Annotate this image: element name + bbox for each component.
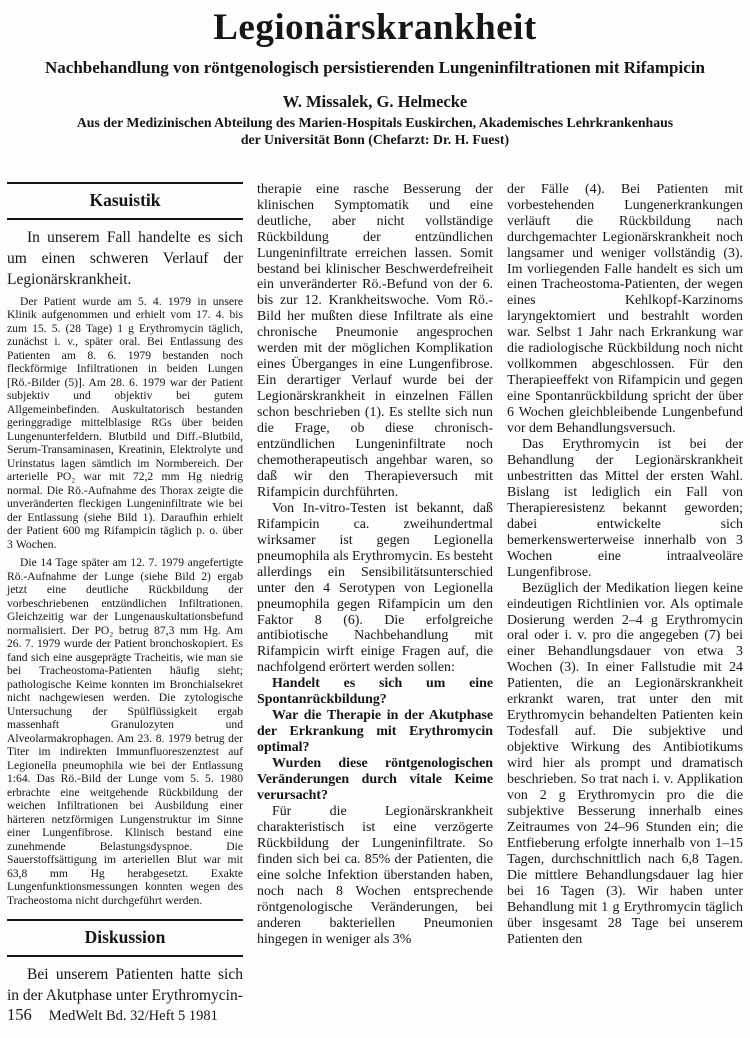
- case-report-paragraph-2: Die 14 Tage später am 12. 7. 1979 angefertigte Rö.-Aufnahme der Lunge (siehe Bild 2) ergab jetzt eine deutliche Rückbildung der vorbeschriebenen entzündlichen Infiltrationen. Gleichzeitig war der Lungenauskultationsbefund normalisiert. Der PO₂ betrug 87,3 mm Hg. Am 26. 7. 1979 wurde der Patient bronchoskopiert. Es fand sich eine ausgeprägte Tracheitis, wie man sie bei Tracheostoma-Patienten häufig sieht; pathologische Keime konnten im Bronchialsekret nicht nachgewiesen werden. Die zytologische Untersuchung der Spülflüssigkeit ergab massenhaft Granulozyten und Alveolarmakrophagen. Am 23. 8. 1979 betrug der Titer im indirekten Immunfluoreszenztest auf Legionella pneumophila wie bei der Entlassung 1:64. Das Rö.-Bild der Lunge vom 5. 5. 1980 erbrachte eine weitgehende Rückbildung der weichen Infiltrationen bei Ausbildung einer härteren netzförmigen Lungenstruktur im Sinne einer Lungenfibrose. Klinisch bestand eine zunehmende Belastungsdyspnoe. Die Sauerstoffsättigung im arteriellen Blut war mit 63,8 mm Hg herabgesetzt. Exakte Lungenfunktionsmessungen konnten wegen des Tracheostoma nicht durchgeführt werden.: [7, 556, 243, 907]
- journal-info: MedWelt Bd. 32/Heft 5 1981: [48, 1008, 218, 1024]
- affiliation-line-2: der Universität Bonn (Chefarzt: Dr. H. Fuest): [240, 131, 510, 147]
- article-affiliation: [7, 115, 743, 148]
- diskussion-paragraph-1: therapie eine rasche Besserung der klinischen Symptomatik und eine deutliche, aber nicht vollständige Rückbildung der entzündlichen Lungeninfiltrate erreichen lassen. Somit bestand bei klinischer Beschwerdefreiheit ein unveränderter Rö.-Befund von der 6. bis zur 12. Krankheitswoche. Vom Rö.-Bild her mußten diese Infiltrate als eine chronische Pneumonie angesprochen werden mit der möglichen Komplikation eines Überganges in eine Lungenfibrose. Ein derartiger Verlauf wurde bei der Legionärskrankheit in einzelnen Fällen schon beschrieben (1). Es stellte sich nun die Frage, ob diese chronisch-entzündlichen Lungeninfiltrate noch chemotherapeutisch angehbar waren, so daß wir den Therapieversuch mit Rifampicin durchführten.: [257, 181, 493, 500]
- article-title: Legionärskrankheit: [213, 7, 537, 48]
- case-report-paragraph-1: Der Patient wurde am 5. 4. 1979 in unsere Klinik aufgenommen und erhielt vom 17. 4. bis zum 15. 5. (28 Tage) 1 g Erythromycin täglich, zunächst i. v., später oral. Bei Entlassung des Patienten am 8. 6. 1979 bestanden noch fleckförmige Infiltrationen in beiden Lungen [Rö.-Bilder (5)]. Am 28. 6. 1979 war der Patient subjektiv und objektiv bei gutem Allgemeinbefinden. Auskultatorisch bestanden geringgradige mittelblasige RGs über beiden Lungenunterfeldern. Blutbild und Diff.-Blutbild, Serum-Transaminasen, Kreatinin, Elektrolyte und Urinstatus lagen sämtlich im Normbereich. Der arterielle PO₂ war mit 72,2 mm Hg niedrig normal. Die Rö.-Aufnahme des Thorax zeigte die unveränderten fleckigen Lungeninfiltrate wie bei der Entlassung (siehe Bild 1). Daraufhin erhielt der Patient 600 mg Rifampicin täglich p. o. über 3 Wochen.: [7, 294, 243, 551]
- column-3: [507, 182, 743, 948]
- diskussion-question-1: Handelt es sich um eine Spontanrückbildung?: [257, 676, 493, 708]
- section-heading-diskussion: Diskussion: [7, 919, 243, 957]
- page-number: 156: [7, 1005, 32, 1024]
- diskussion-paragraph-4: der Fälle (4). Bei Patienten mit vorbestehenden Lungenerkrankungen verläuft die Rückbildung nach durchgemachter Legionärskrankheit noch langsamer und weniger vollständig (3). Im vorliegenden Falle handelt es sich um einen Tracheostoma-Patienten, der wegen eines Kehlkopf-Karzinoms laryngektomiert und bestrahlt worden war. Selbst 1 Jahr nach Erkrankung war die radiologische Rückbildung noch nicht vollkommen abgeschlossen. Für den Therapieeffekt von Rifampicin und gegen eine Spontanrückbildung spricht der über 6 Wochen gleichbleibende Lungenbefund vor dem Behandlungsversuch.: [507, 181, 743, 437]
- affiliation-line-1: Aus der Medizinischen Abteilung des Marien-Hospitals Euskirchen, Akademisches Lehrkrankenhaus: [76, 115, 674, 131]
- diskussion-question-2: War die Therapie in der Akutphase der Erkrankung mit Erythromycin optimal?: [257, 708, 493, 756]
- column-2: [257, 182, 493, 948]
- kasuistik-intro-paragraph: In unserem Fall handelte es sich um einen schweren Verlauf der Legionärskrankheit.: [7, 228, 243, 288]
- article-authors: W. Missalek, G. Helmecke: [282, 92, 468, 112]
- diskussion-question-3: Wurden diese röntgenologischen Veränderungen durch vitale Keime verursacht?: [257, 756, 493, 803]
- diskussion-paragraph-2: Von In-vitro-Testen ist bekannt, daß Rifampicin ca. zweihundertmal wirksamer ist gegen Legionella pneumophila als Erythromycin. Es besteht allerdings ein Sensibilitätsunterschied unter den 4 Serotypen von Legionella pneumophila gegen Rifampicin um den Faktor 8 (6). Die erfolgreiche antibiotische Nachbehandlung mit Rifampicin wirft einige Fragen auf, die nachfolgend erörtert werden sollen:: [257, 500, 493, 676]
- text-columns: [7, 182, 743, 1007]
- column-1: [7, 182, 243, 1007]
- diskussion-paragraph-5: Das Erythromycin ist bei der Behandlung der Legionärskrankheit unbestritten das Mittel der ersten Wahl. Bislang ist lediglich ein Fall von Therapieresistenz bekannt geworden; dabei entwickelte sich bemerkenswerterweise innerhalb von 3 Wochen eine intraalveoläre Lungenfibrose.: [507, 437, 743, 580]
- section-heading-kasuistik: Kasuistik: [7, 182, 243, 220]
- diskussion-start-paragraph: Bei unserem Patienten hatte sich in der Akutphase unter Erythromycin-: [7, 966, 243, 1005]
- article-header: [7, 8, 743, 148]
- article-subtitle: Nachbehandlung von röntgenologisch persistierenden Lungeninfiltrationen mit Rifampicin: [45, 57, 705, 77]
- diskussion-paragraph-3: Für die Legionärskrankheit charakteristisch ist eine verzögerte Rückbildung der Lungeninfiltrate. So finden sich bei ca. 85% der Patienten, die eine solche Infektion überstanden haben, noch nach 8 Wochen entsprechende röntgenologische Veränderungen, bei anderen bakteriellen Pneumonien hingegen in weniger als 3%: [257, 803, 493, 947]
- page-footer: [7, 1005, 218, 1025]
- diskussion-paragraph-6: Bezüglich der Medikation liegen keine eindeutigen Richtlinien vor. Als optimale Dosierung werden 2–4 g Erythromycin oral oder i. v. pro die angegeben (7) bei einer Behandlungsdauer von etwa 3 Wochen (3). In einer Fallstudie mit 24 Patienten, die an Legionärskrankheit erkrankt waren, trat unter den mit Erythromycin behandelten Patienten kein Todesfall auf. Die subjektive und objektive Wirkung des Antibiotikums wird hier als prompt und dramatisch beschrieben. So trat nach i. v. Applikation von 2 g Erythromycin pro die die subjektive Besserung innerhalb eines Zeitraumes von 24–96 Stunden ein; die Entfieberung erfolgte innerhalb von 1–15 Tagen, durchschnittlich nach 6,8 Tagen. Die mittlere Behandlungsdauer lag hier bei 16 Tagen (3). Wir haben unter Behandlung mit 1 g Erythromycin täglich über insgesamt 28 Tage bei unserem Patienten den: [507, 580, 743, 947]
